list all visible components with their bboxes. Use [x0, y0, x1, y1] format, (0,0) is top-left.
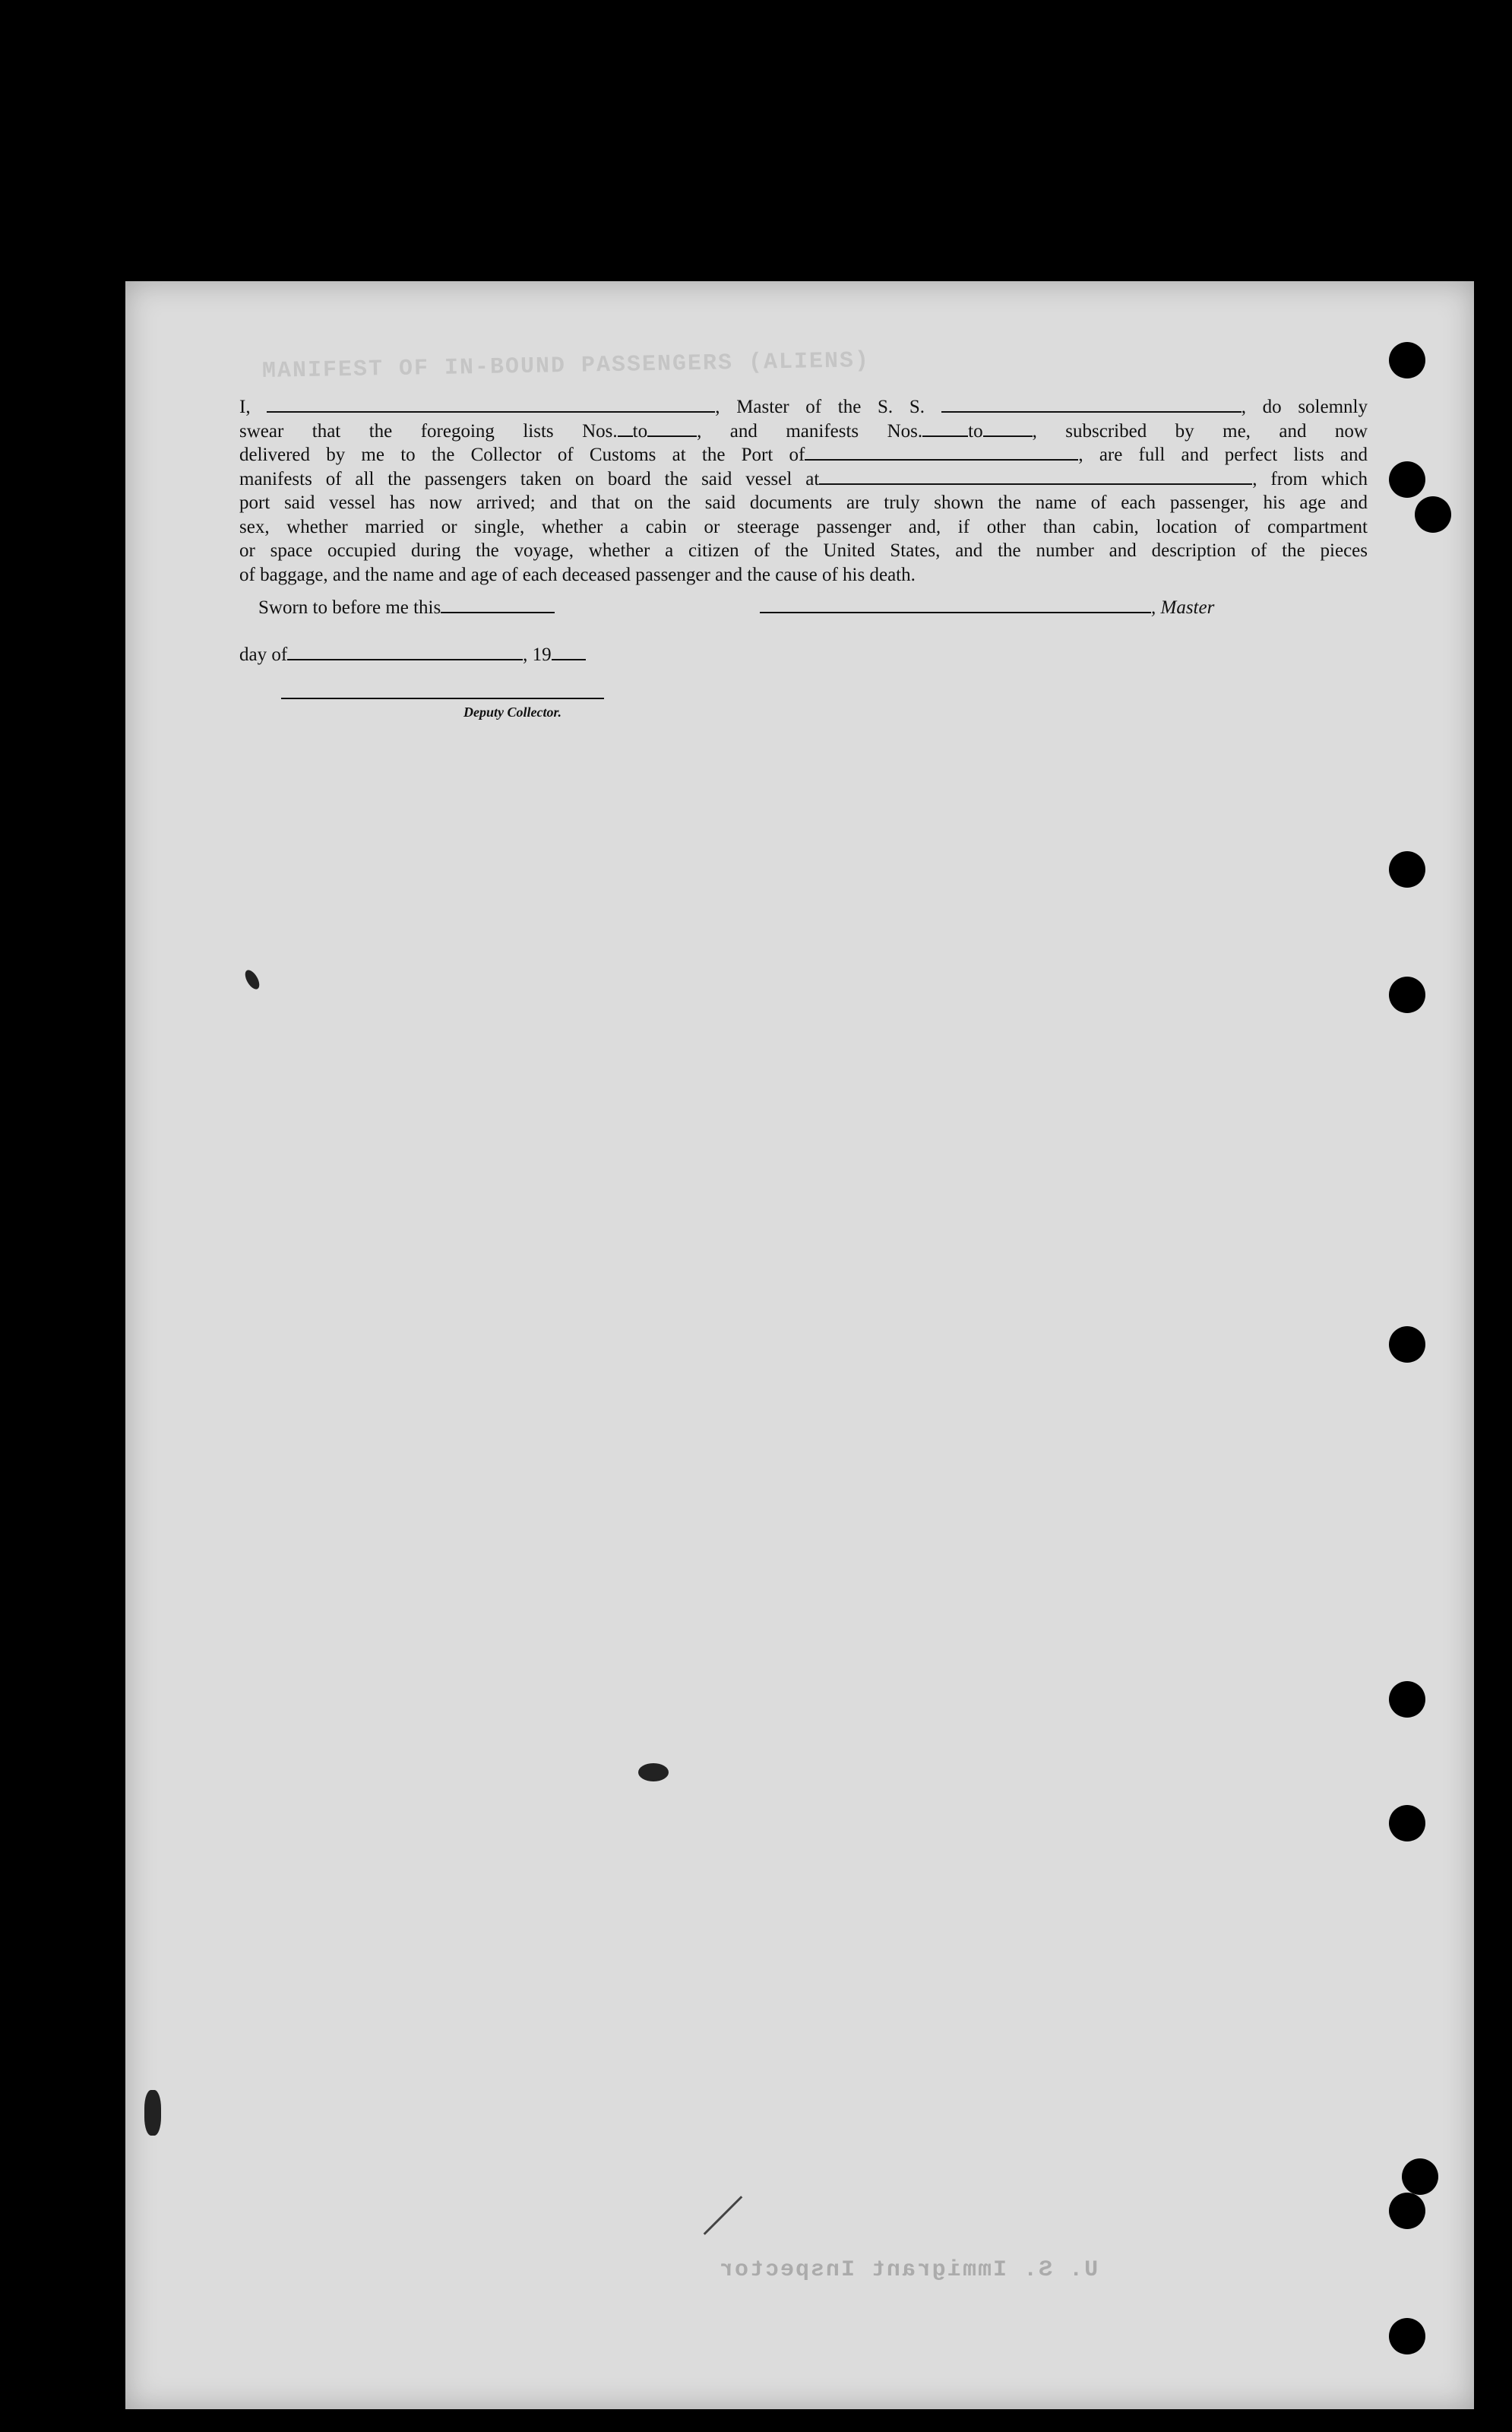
deputy-signature-line — [281, 698, 604, 699]
oath-paragraph — [239, 395, 1368, 587]
punch-hole — [1389, 461, 1425, 498]
punch-hole — [1415, 496, 1451, 533]
punch-hole — [1389, 851, 1425, 888]
bleed-through-stamp: U. S. Immigrant Inspector — [718, 2257, 1099, 2283]
punch-hole — [1389, 342, 1425, 378]
punch-hole — [1389, 2318, 1425, 2354]
day-of-line: day of , 19 — [239, 644, 586, 666]
oath-line-7: or space occupied during the voyage, whether a citizen of the United States, and the number and description of the pieces — [239, 540, 1368, 561]
pencil-stroke — [704, 2196, 743, 2235]
deputy-collector-label: Deputy Collector. — [463, 705, 561, 720]
oath-line-2: swear that the foregoing lists Nos. to , and manifests Nos. to , subscribed by me, and now — [239, 420, 1368, 442]
ink-speck — [638, 1763, 669, 1781]
oath-line-5: port said vessel has now arrived; and that on the said documents are truly shown the name of each passenger, his age and — [239, 492, 1368, 513]
punch-hole — [1389, 2193, 1425, 2229]
oath-line-8: of baggage, and the name and age of each deceased passenger and the cause of his death. — [239, 564, 916, 585]
punch-hole — [1389, 1805, 1425, 1841]
punch-hole — [1389, 977, 1425, 1013]
oath-line-3: delivered by me to the Collector of Customs at the Port of , are full and perfect lists and — [239, 445, 1368, 465]
ink-speck — [242, 967, 262, 991]
oath-line-1: I, , Master of the S. S. , do solemnly — [239, 397, 1368, 417]
sworn-line: Sworn to before me this — [258, 597, 555, 619]
oath-line-6: sex, whether married or single, whether a cabin or steerage passenger and, if other than cabin, location of compartment — [239, 516, 1368, 537]
punch-hole — [1389, 1681, 1425, 1718]
oath-line-4: manifests of all the passengers taken on board the said vessel at , from which — [239, 468, 1368, 489]
master-signature-line: , Master — [760, 597, 1214, 619]
bleed-through-header: MANIFEST OF IN-BOUND PASSENGERS (ALIENS) — [261, 348, 871, 385]
manifest-page — [125, 281, 1474, 2409]
ink-speck — [144, 2090, 161, 2136]
punch-hole — [1389, 1326, 1425, 1363]
punch-hole — [1402, 2158, 1438, 2195]
